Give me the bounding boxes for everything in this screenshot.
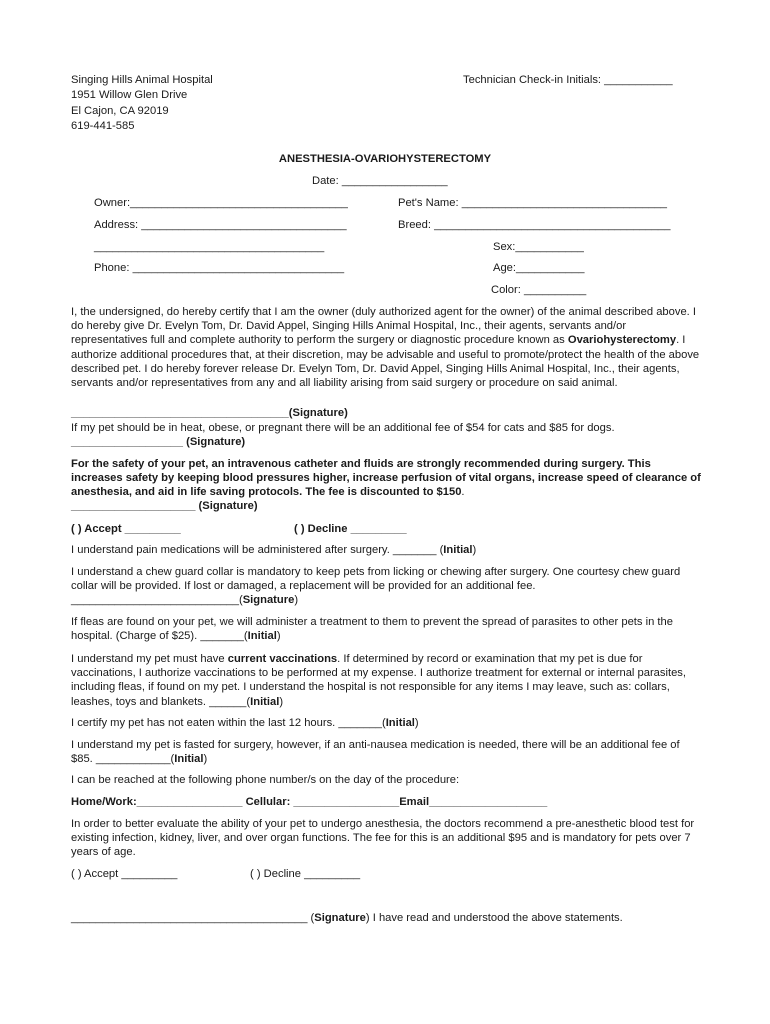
not-eaten-text: I certify my pet has not eaten within the last 12 hours. _______( [71, 717, 386, 729]
vaccinations-statement [71, 652, 701, 709]
chew-guard-close: ) [294, 594, 299, 607]
heat-fee-text: If my pet should be in heat, obese, or pregnant there will be an additional fee of $54 for cats and $85 for dogs. [71, 422, 615, 434]
heat-fee-signature[interactable]: __________________ (Signature) [71, 436, 246, 448]
fasted-initial[interactable]: Initial [174, 753, 204, 766]
final-text: ) I have read and understood the above statements. [365, 912, 623, 924]
fleas-close: ) [276, 630, 281, 643]
blood-test-accept-option[interactable]: ( ) Accept _________ [71, 868, 178, 880]
fleas-initial[interactable]: Initial [247, 630, 277, 643]
chew-guard-signature[interactable]: Signature [242, 594, 295, 607]
procedure-name: Ovariohysterectomy [567, 334, 677, 347]
safety-paragraph [71, 457, 701, 500]
date-field[interactable]: Date: _________________ [312, 175, 448, 187]
chew-guard-text: I understand a chew guard collar is mandatory to keep pets from licking or chewing after surgery. One courtesy chew guard collar will be provided. If lost or damaged, a replacement will be provided for an additional fee. ___________________________( [71, 566, 681, 607]
age-field[interactable]: Age:___________ [493, 262, 585, 274]
blood-test-decline-option[interactable]: ( ) Decline _________ [250, 868, 361, 880]
color-field[interactable]: Color: __________ [491, 284, 587, 296]
reach-text: I can be reached at the following phone number/s on the day of the procedure: [71, 774, 460, 786]
certify-text-1: I, the undersigned, do hereby certify that I am the owner (duly authorized agent for the owner) of the animal described above. I do hereby give Dr. Evelyn Tom, Dr. David Appel, Singing Hills Animal Hospital, Inc., their agents, servants and/or representatives full and complete authority to perform the surgery or diagnostic procedure known as [71, 306, 696, 347]
safety-text: For the safety of your pet, an intravenous catheter and fluids are strongly recommended during surgery. This increases safety by keeping blood pressures higher, increase perfusion of vital organs, increase speed of clearance of anesthesia, and aid in life saving protocols. The fee is discounted to $150 [71, 458, 701, 499]
safety-text-end: . [461, 486, 465, 499]
form-title: ANESTHESIA-OVARIOHYSTERECTOMY [278, 153, 492, 165]
fasted-close: ) [203, 753, 208, 766]
vaccinations-initial[interactable]: Initial [250, 695, 280, 708]
fasted-text: I understand my pet is fasted for surgery, however, if an anti-nausea medication is needed, there will be an additional fee of $85. ____________( [71, 739, 680, 766]
vaccinations-close: ) [279, 695, 284, 708]
pet-name-field[interactable]: Pet's Name: _________________________________ [398, 197, 668, 209]
final-signature-line[interactable]: ______________________________________ ( [71, 912, 315, 924]
sex-field[interactable]: Sex:___________ [493, 241, 584, 253]
not-eaten-close: ) [414, 717, 419, 729]
fleas-text: If fleas are found on your pet, we will administer a treatment to them to prevent the spread of parasites to other pets in the hospital. (Charge of $25). _______( [71, 616, 673, 643]
phone-field[interactable]: Phone: __________________________________ [94, 262, 345, 274]
not-eaten-statement [71, 716, 701, 730]
safety-accept-option[interactable]: ( ) Accept _________ [71, 523, 181, 535]
fasted-statement [71, 738, 701, 766]
technician-initials[interactable]: Technician Check-in Initials: ___________ [463, 74, 673, 86]
vaccinations-bold: current vaccinations [227, 653, 338, 665]
hospital-name: Singing Hills Animal Hospital [71, 74, 213, 86]
chew-guard-statement [71, 565, 701, 608]
signature-line-1[interactable]: ___________________________________(Signature) [71, 407, 348, 419]
certify-paragraph [71, 305, 701, 390]
final-signature-label: Signature [314, 912, 366, 924]
certify-text-2: . I authorize additional procedures that, at their discretion, may be advisable and useful to promote/protect the health of the above described pet. I do hereby forever release Dr. Evelyn Tom, Dr. David Appel, Singing Hills Animal Hospital, Inc., their agents, servants and/or representatives from any and all liability arising from said surgery or procedure on said animal. [71, 334, 700, 390]
pain-meds-close: ) [472, 544, 477, 556]
hospital-phone: 619-441-585 [71, 120, 135, 132]
safety-signature[interactable]: ____________________ (Signature) [71, 500, 258, 512]
final-acknowledgement [71, 911, 623, 925]
pain-meds-statement [71, 543, 701, 557]
hospital-city: El Cajon, CA 92019 [71, 105, 169, 117]
blood-test-text: In order to better evaluate the ability of your pet to undergo anesthesia, the doctors recommend a pre-anesthetic blood test for existing infection, kidney, liver, and over organ functions. The fee for this is an additional $95 and is mandatory for pets over 7 years of age. [71, 818, 695, 859]
vaccinations-text-2: . If determined by record or examination that my pet is due for vaccinations, I authorize vaccinations to be performed at my expense. I authorize treatment for external or internal parasites, including fleas, if found on my pet. I understand the hospital is not responsible for any items I may leave, such as: collars, leashes, toys and blankets. ______( [71, 653, 687, 708]
not-eaten-initial[interactable]: Initial [385, 717, 415, 729]
vaccinations-text-1: I understand my pet must have [71, 653, 228, 665]
fleas-statement [71, 615, 701, 643]
breed-field[interactable]: Breed: ______________________________________ [398, 219, 671, 231]
pain-meds-text: I understand pain medications will be administered after surgery. _______ ( [71, 544, 444, 556]
safety-decline-option[interactable]: ( ) Decline _________ [294, 523, 407, 535]
pain-meds-initial[interactable]: Initial [443, 544, 473, 556]
address-field[interactable]: Address: _________________________________ [94, 219, 347, 231]
hospital-street: 1951 Willow Glen Drive [71, 89, 188, 101]
address-line2-field[interactable]: _____________________________________ [94, 241, 325, 253]
owner-field[interactable]: Owner:___________________________________ [94, 197, 348, 209]
contact-phone-line[interactable]: Home/Work:_________________ Cellular: _________________Email___________________ [71, 796, 548, 808]
